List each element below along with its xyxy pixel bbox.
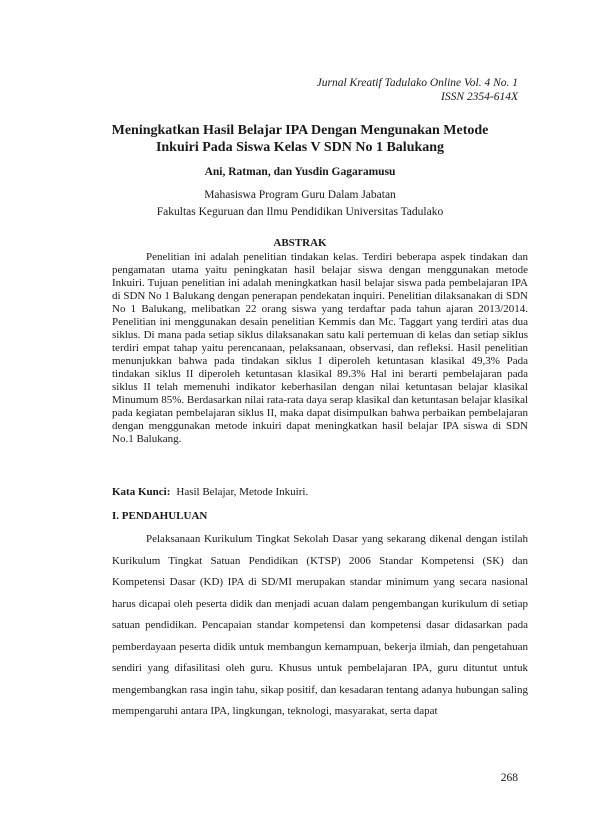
keywords bbox=[112, 485, 308, 499]
affiliation-line-2: Fakultas Keguruan dan Ilmu Pendidikan Universitas Tadulako bbox=[156, 206, 444, 218]
journal-name: Jurnal Kreatif Tadulako Online Vol. 4 No. 1 bbox=[316, 77, 518, 89]
page-number: 268 bbox=[500, 772, 518, 784]
paper-title bbox=[60, 122, 540, 156]
affiliation-line-1: Mahasiswa Program Guru Dalam Jabatan bbox=[204, 189, 396, 201]
abstract-heading: ABSTRAK bbox=[273, 237, 327, 249]
paper-title-line-1: Meningkatkan Hasil Belajar IPA Dengan Mengunakan Metode bbox=[111, 123, 489, 138]
abstract-body: Penelitian ini adalah penelitian tindakan kelas. Terdiri beberapa aspek tindakan dan pengamatan utama yaitu peningkatan hasil belajar siswa dengan menggunakan metode Inkuiri. Tujuan penelitian ini adalah meningkatkan hasil belajar siswa pada pembelajaran IPA di SDN No 1 Balukang dengan penerapan pendekatan inquiri. Penelitian dilaksanakan di SDN No 1 Balukang, melibatkan 22 orang siswa yang terdaftar pada tahun ajaran 2013/2014. Penelitian ini menggunakan desain penelitian Kemmis dan Mc. Taggart yang terdiri atas dua siklus. Di mana pada setiap siklus dilaksanakan satu kali pertemuan di kelas dan setiap siklus terdiri empat tahap yaitu perencanaan, pelaksanaan, observasi, dan refleksi. Hasil penelitian menunjukkan bahwa pada tindakan siklus I diperoleh ketuntasan klasikal 49,3% Pada tindakan siklus II diperoleh ketuntasan klasikal 89.3% Hal ini berarti pembelajaran pada siklus II telah memenuhi indikator keberhasilan dengan nilai ketuntasan belajar klasikal Minumum 85%. Berdasarkan nilai rata-rata daya serap klasikal dan ketuntasan belajar klasikal pada kegiatan pembelajaran siklus II, maka dapat disimpulkan bahwa perbaikan pembelajaran dengan menggunakan metode inkuiri dapat meningkatkan hasil belajar IPA siswa di SDN No.1 Balukang. bbox=[112, 251, 529, 445]
paper-authors: Ani, Ratman, dan Yusdin Gagaramusu bbox=[204, 166, 396, 178]
keywords-label: Kata Kunci: bbox=[112, 486, 171, 498]
keywords-value: Hasil Belajar, Metode Inkuiri. bbox=[176, 486, 309, 498]
journal-issn: ISSN 2354-614X bbox=[441, 91, 518, 103]
paper-title-line-2: Inkuiri Pada Siswa Kelas V SDN No 1 Balukang bbox=[155, 140, 445, 155]
section-heading-introduction: I. PENDAHULUAN bbox=[112, 510, 208, 522]
journal-header bbox=[317, 76, 518, 104]
paper-affiliation bbox=[60, 187, 540, 221]
introduction-body: Pelaksanaan Kurikulum Tingkat Sekolah Dasar yang sekarang dikenal dengan istilah Kurikulum Tingkat Satuan Pendidikan (KTSP) 2006 Standar Kompetensi (SK) dan Kompetensi Dasar (KD) IPA di SD/MI merupakan standar minimum yang secara nasional harus dicapai oleh peserta didik dan menjadi acuan dalam pengembangan kurikulum di setiap satuan pendidikan. Pencapaian standar kompetensi dan kompetensi dasar didasarkan pada pemberdayaan peserta didik untuk membangun kemampuan, bekerja ilmiah, dan pengetahuan sendiri yang difasilitasi oleh guru. Khusus untuk pembelajaran IPA, guru dituntut untuk mengembangkan rasa ingin tahu, sikap positif, dan kesadaran tentang adanya hubungan saling mempengaruhi antara IPA, lingkungan, teknologi, masyarakat, serta dapat bbox=[112, 533, 528, 717]
